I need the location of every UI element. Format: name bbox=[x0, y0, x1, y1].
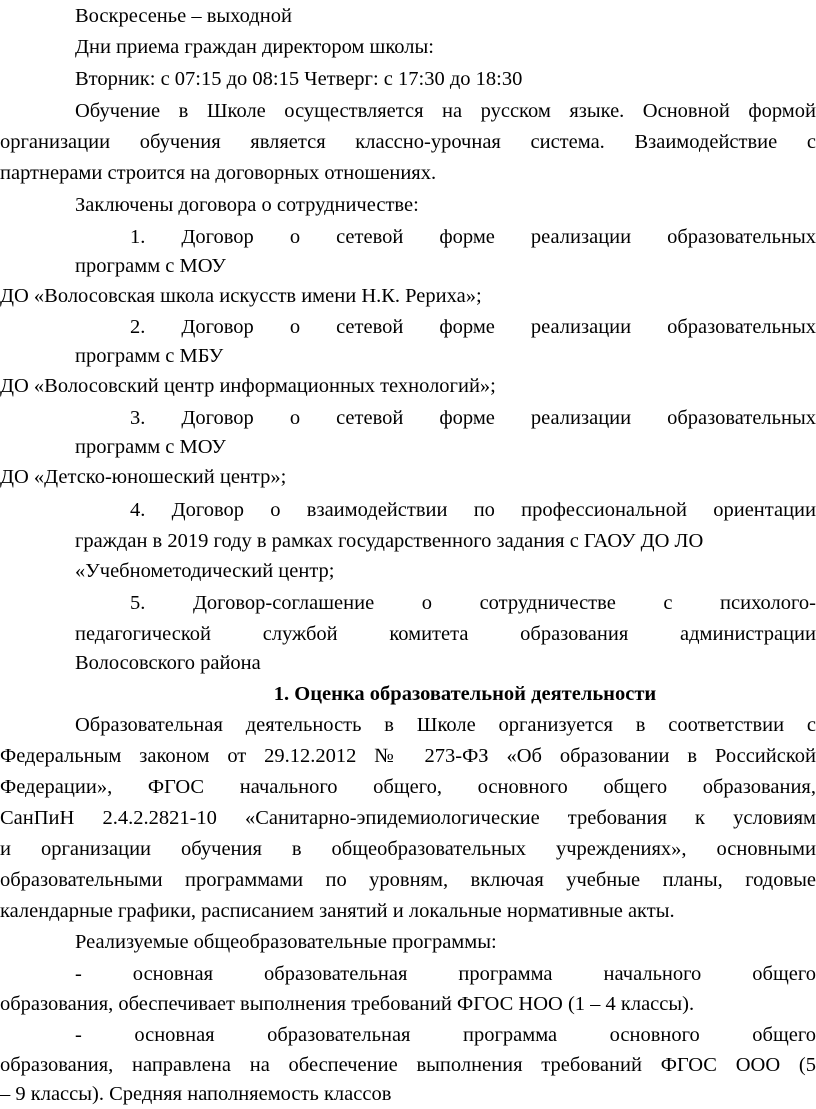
section-heading: 1. Оценка образовательной деятельности bbox=[273, 683, 657, 705]
list-item-cont: – 9 классы). Средняя наполняемость классов bbox=[0, 1083, 392, 1105]
list-item-cont: образования, обеспечивает выполнения требований ФГОС НОО (1 – 4 классы). bbox=[0, 993, 695, 1015]
text-line: Дни приема граждан директором школы: bbox=[75, 36, 434, 58]
list-item-cont: «Учебнометодический центр; bbox=[75, 560, 335, 582]
paragraph-line: партнерами строится на договорных отношениях. bbox=[0, 162, 437, 184]
list-item-cont: программ с МОУ bbox=[75, 436, 226, 458]
text-line: Реализуемые общеобразовательные программы: bbox=[75, 931, 497, 953]
list-item: - основная образовательная программа начального общего bbox=[75, 963, 816, 985]
list-item-cont: ДО «Детско-юношеский центр»; bbox=[0, 466, 287, 488]
paragraph-line: Образовательная деятельность в Школе организуется в соответствии с bbox=[75, 714, 816, 736]
list-item: - основная образовательная программа основного общего bbox=[75, 1024, 816, 1046]
text-line: Вторник: с 07:15 до 08:15 Четверг: с 17:30 до 18:30 bbox=[75, 68, 523, 90]
text-line: Заключены договора о сотрудничестве: bbox=[75, 194, 419, 216]
list-item-cont: педагогической службой комитета образования администрации bbox=[75, 623, 816, 645]
paragraph-line: и организации обучения в общеобразовательных учреждениях», основными bbox=[0, 838, 816, 860]
list-item-cont: образования, направлена на обеспечение выполнения требований ФГОС ООО (5 bbox=[0, 1054, 816, 1076]
list-item-cont: граждан в 2019 году в рамках государственного задания с ГАОУ ДО ЛО bbox=[75, 530, 704, 552]
paragraph-line: образовательными программами по уровням, включая учебные планы, годовые bbox=[0, 869, 816, 891]
list-item-cont: программ с МОУ bbox=[75, 255, 226, 277]
list-item: 3. Договор о сетевой форме реализации образовательных bbox=[130, 407, 816, 429]
paragraph-line: СанПиН 2.4.2.2821-10 «Санитарно-эпидемиологические требования к условиям bbox=[0, 807, 816, 829]
paragraph-line: календарные графики, расписанием занятий и локальные нормативные акты. bbox=[0, 900, 675, 922]
list-item-cont: Волосовского района bbox=[75, 652, 261, 674]
list-item: 1. Договор о сетевой форме реализации образовательных bbox=[130, 226, 816, 248]
paragraph-line: Федеральным законом от 29.12.2012 № 273-ФЗ «Об образовании в Российской bbox=[0, 745, 816, 767]
paragraph-line: Обучение в Школе осуществляется на русском языке. Основной формой bbox=[75, 100, 816, 122]
list-item: 2. Договор о сетевой форме реализации образовательных bbox=[130, 316, 816, 338]
text-line: Воскресенье – выходной bbox=[75, 5, 292, 27]
list-item: 4. Договор о взаимодействии по профессиональной ориентации bbox=[130, 499, 816, 521]
list-item-cont: ДО «Волосовский центр информационных технологий»; bbox=[0, 375, 496, 397]
paragraph-line: организации обучения является классно-урочная система. Взаимодействие с bbox=[0, 131, 816, 153]
list-item-cont: ДО «Волосовская школа искусств имени Н.К. Рериха»; bbox=[0, 285, 482, 307]
list-item: 5. Договор-соглашение о сотрудничестве с психолого- bbox=[130, 592, 816, 614]
paragraph-line: Федерации», ФГОС начального общего, основного общего образования, bbox=[0, 776, 816, 798]
list-item-cont: программ с МБУ bbox=[75, 345, 224, 367]
